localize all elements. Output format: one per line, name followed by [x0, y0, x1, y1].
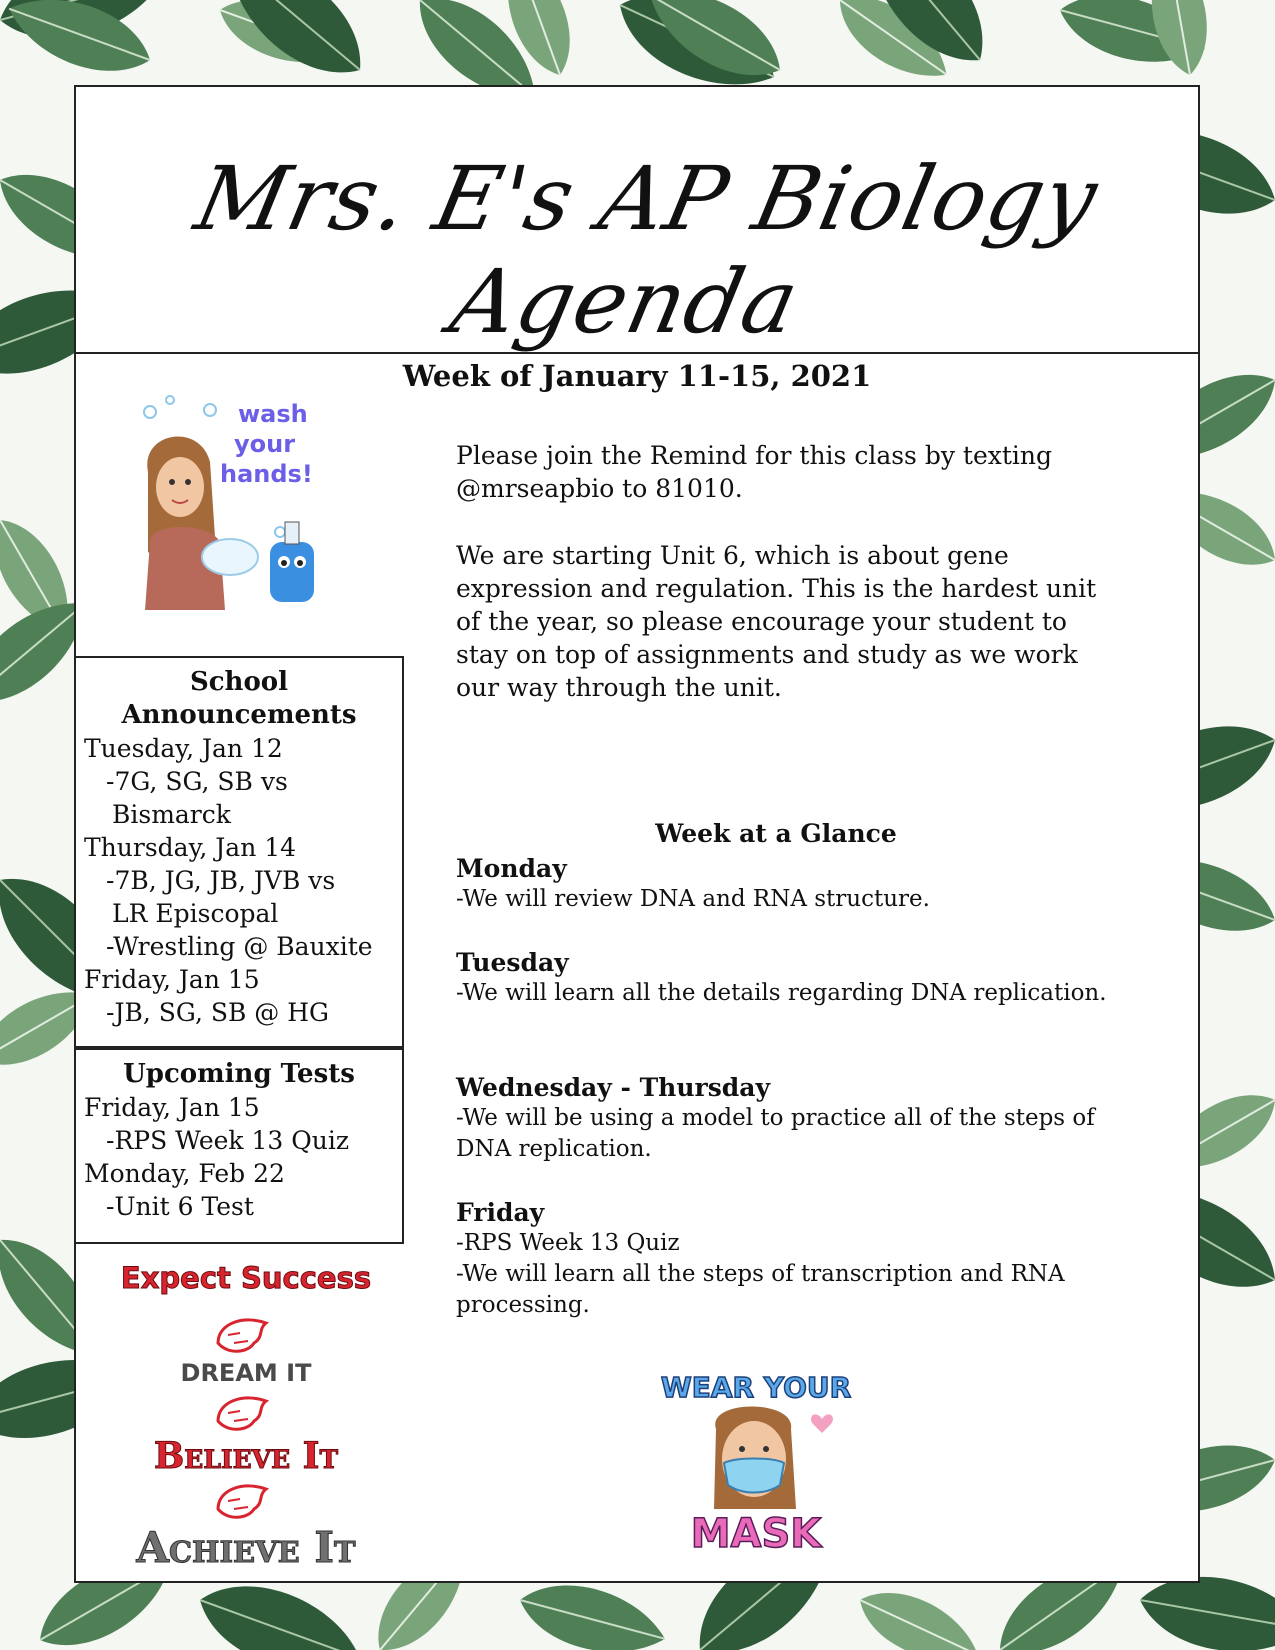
announcement-line: Friday, Jan 15	[84, 965, 260, 994]
wash-line-1: wash	[238, 400, 308, 428]
announcements-heading	[76, 658, 402, 732]
announcements-heading-line1: School	[189, 667, 289, 697]
day-text: -We will review DNA and RNA structure.	[456, 886, 930, 912]
mask-bottom-text: MASK	[690, 1511, 822, 1557]
agenda-page	[74, 85, 1200, 1583]
page-title: Mrs. E's AP Biology Agenda	[187, 147, 1107, 353]
lion-logo-icon	[214, 1479, 270, 1523]
day-name: Tuesday	[456, 948, 569, 977]
wash-line-2: your	[234, 430, 296, 458]
announcement-line: LR Episcopal	[112, 899, 279, 928]
announcement-line: -7G, SG, SB vs	[106, 767, 288, 796]
day-text: -We will learn all the details regarding DNA replication.	[456, 980, 1107, 1006]
day-text: -We will be using a model to practice all of the steps of DNA replication.	[456, 1105, 1095, 1162]
school-announcements-box	[74, 656, 404, 1048]
day-monday	[456, 853, 1116, 915]
upcoming-tests-box	[74, 1048, 404, 1244]
lion-logo-icon	[214, 1313, 270, 1357]
week-at-a-glance-title: Week at a Glance	[655, 819, 897, 848]
day-name: Monday	[456, 854, 567, 883]
wash-hands-sticker	[130, 392, 340, 610]
day-friday	[456, 1197, 1116, 1321]
day-name: Friday	[456, 1198, 545, 1227]
day-text: -We will learn all the steps of transcription and RNA processing.	[456, 1261, 1065, 1318]
achieve-it-slogan: Achieve It	[136, 1523, 356, 1572]
day-text: -RPS Week 13 Quiz	[456, 1230, 680, 1256]
wear-mask-sticker	[646, 1359, 866, 1559]
test-line: Monday, Feb 22	[84, 1159, 285, 1188]
mask-top-text: WEAR YOUR	[660, 1371, 852, 1404]
day-wednesday-thursday	[456, 1072, 1116, 1165]
week-title: Week of January 11-15, 2021	[402, 359, 872, 393]
header-box	[76, 87, 1198, 354]
tests-heading: Upcoming Tests	[123, 1059, 355, 1089]
test-line: Friday, Jan 15	[84, 1093, 260, 1122]
announcement-line: Tuesday, Jan 12	[84, 734, 283, 763]
announcement-line: -Wrestling @ Bauxite	[106, 932, 373, 961]
expect-success-slogan: Expect Success	[120, 1261, 372, 1295]
unit-paragraph: We are starting Unit 6, which is about gene expression and regulation. This is the hardest unit of the year, so please encourage your student to stay on top of assignments and study as we work our way through the unit.	[456, 541, 1097, 702]
day-tuesday	[456, 947, 1116, 1009]
announcements-heading-line2: Announcements	[121, 700, 357, 730]
announcement-line: Bismarck	[112, 800, 231, 829]
test-line: -RPS Week 13 Quiz	[106, 1126, 350, 1155]
day-name: Wednesday - Thursday	[456, 1073, 770, 1102]
believe-it-slogan: Believe It	[153, 1435, 339, 1477]
dream-it-slogan: DREAM IT	[180, 1359, 312, 1387]
lion-logo-icon	[214, 1391, 270, 1435]
announcement-line: -7B, JG, JB, JVB vs	[106, 866, 336, 895]
wash-line-3: hands!	[220, 460, 313, 488]
test-line: -Unit 6 Test	[106, 1192, 254, 1221]
announcement-line: -JB, SG, SB @ HG	[106, 998, 329, 1027]
announcement-line: Thursday, Jan 14	[84, 833, 297, 862]
remind-paragraph: Please join the Remind for this class by texting @mrseapbio to 81010.	[456, 441, 1052, 503]
